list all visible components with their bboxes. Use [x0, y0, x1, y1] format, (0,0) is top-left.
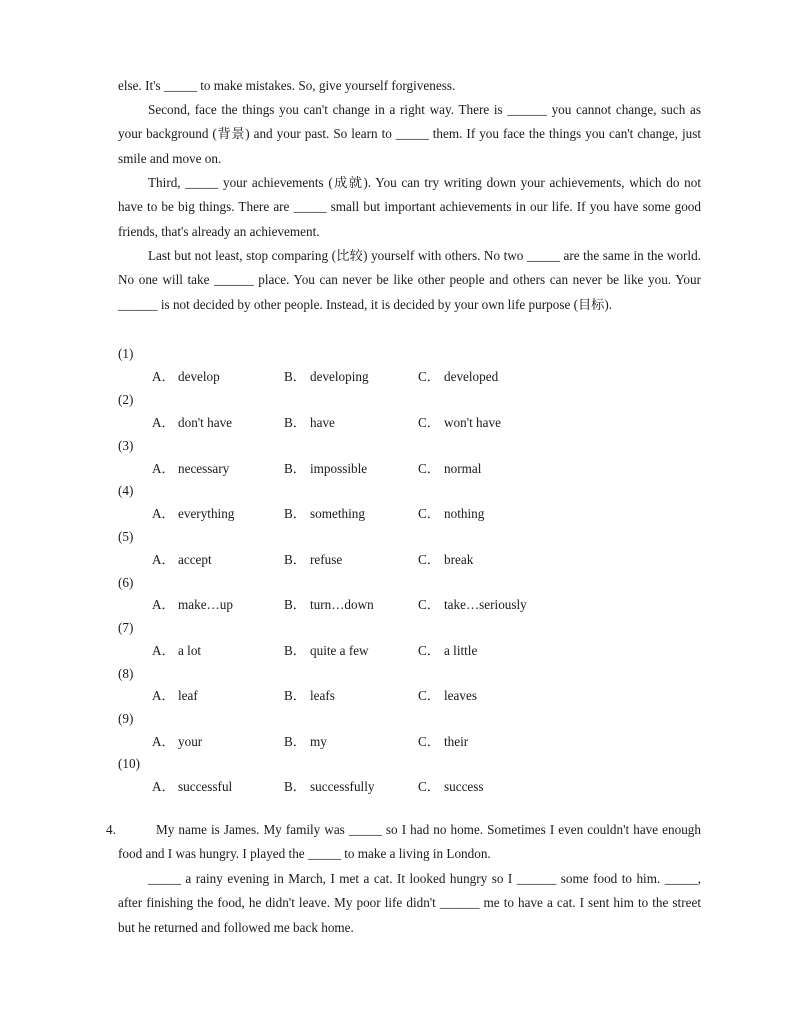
passage-paragraph-third: Third, _____ your achievements (成就). You can try writing down your achievements, which do not have to be big things. There are _____ small but important achievements in our life. If you have some good friends, that's already an achievement.	[118, 175, 701, 239]
option-a[interactable]	[152, 550, 212, 570]
option-text: accept	[178, 552, 212, 567]
question-number: (6)	[118, 575, 134, 590]
option-letter: A．	[152, 461, 175, 476]
option-text: leaf	[178, 688, 198, 703]
option-letter: B．	[284, 461, 306, 476]
option-letter: B．	[284, 415, 306, 430]
option-letter: A．	[152, 688, 175, 703]
option-letter: B．	[284, 597, 306, 612]
option-letter: C．	[418, 734, 440, 749]
option-text: nothing	[444, 506, 485, 521]
option-b[interactable]	[284, 641, 369, 661]
option-text: success	[444, 779, 484, 794]
passage4-paragraph-1: My name is James. My family was _____ so I had no home. Sometimes I even couldn't have enough food and I was hungry. I played the _____ to make a living in London.	[118, 822, 701, 862]
option-text: successful	[178, 779, 233, 794]
option-text: don't have	[178, 415, 233, 430]
option-text: your	[178, 734, 203, 749]
question-number: (1)	[118, 346, 134, 361]
option-b[interactable]	[284, 595, 374, 615]
option-letter: C．	[418, 415, 440, 430]
option-letter: C．	[418, 506, 440, 521]
option-text: normal	[444, 461, 482, 476]
option-letter: C．	[418, 597, 440, 612]
option-b[interactable]	[284, 777, 374, 797]
option-a[interactable]	[152, 595, 233, 615]
option-a[interactable]	[152, 367, 220, 387]
question-number: (9)	[118, 711, 134, 726]
option-b[interactable]	[284, 367, 369, 387]
option-b[interactable]	[284, 732, 327, 752]
passage-line-continuation: else. It's _____ to make mistakes. So, give yourself forgiveness.	[118, 78, 456, 93]
option-a[interactable]	[152, 641, 201, 661]
item-number: 4.	[106, 822, 116, 837]
option-c[interactable]	[418, 504, 484, 524]
option-text: won't have	[444, 415, 501, 430]
option-letter: C．	[418, 461, 440, 476]
option-letter: A．	[152, 643, 175, 658]
option-letter: C．	[418, 643, 440, 658]
option-letter: C．	[418, 688, 440, 703]
option-letter: B．	[284, 506, 306, 521]
option-letter: A．	[152, 734, 175, 749]
option-a[interactable]	[152, 459, 229, 479]
option-letter: A．	[152, 779, 175, 794]
option-c[interactable]	[418, 550, 473, 570]
option-letter: B．	[284, 734, 306, 749]
option-c[interactable]	[418, 367, 498, 387]
option-letter: C．	[418, 779, 440, 794]
option-text: impossible	[310, 461, 368, 476]
option-letter: A．	[152, 597, 175, 612]
option-text: break	[444, 552, 474, 567]
option-text: quite a few	[310, 643, 369, 658]
option-c[interactable]	[418, 732, 468, 752]
option-b[interactable]	[284, 550, 342, 570]
question-number: (2)	[118, 392, 134, 407]
passage-paragraph-last: Last but not least, stop comparing (比较) yourself with others. No two _____ are the same in the world. No one will take ______ place. You can never be like other people and others can never be like you. Your ______ is not decided by other people. Instead, it is decided by your own life purpose (目标).	[118, 248, 701, 312]
option-text: develop	[178, 369, 220, 384]
option-text: developing	[310, 369, 369, 384]
option-text: everything	[178, 506, 235, 521]
option-c[interactable]	[418, 595, 527, 615]
option-a[interactable]	[152, 777, 232, 797]
option-text: refuse	[310, 552, 343, 567]
option-c[interactable]	[418, 459, 481, 479]
option-letter: B．	[284, 779, 306, 794]
option-b[interactable]	[284, 686, 335, 706]
question-number: (10)	[118, 756, 140, 771]
option-text: necessary	[178, 461, 230, 476]
option-a[interactable]	[152, 732, 202, 752]
option-text: something	[310, 506, 365, 521]
option-text: their	[444, 734, 469, 749]
option-text: make…up	[178, 597, 233, 612]
question-number: (5)	[118, 529, 134, 544]
question-number: (4)	[118, 483, 134, 498]
option-a[interactable]	[152, 686, 198, 706]
question-number: (8)	[118, 666, 134, 681]
option-text: turn…down	[310, 597, 374, 612]
option-letter: A．	[152, 369, 175, 384]
option-letter: B．	[284, 688, 306, 703]
option-c[interactable]	[418, 413, 501, 433]
option-letter: B．	[284, 552, 306, 567]
passage-paragraph-second: Second, face the things you can't change in a right way. There is ______ you cannot change, such as your background (背景) and your past. So learn to _____ them. If you face the things you can't change, just smile and move on.	[118, 102, 701, 166]
option-letter: A．	[152, 506, 175, 521]
question-number: (7)	[118, 620, 134, 635]
option-letter: A．	[152, 415, 175, 430]
option-letter: C．	[418, 552, 440, 567]
option-c[interactable]	[418, 777, 484, 797]
option-b[interactable]	[284, 504, 365, 524]
option-text: my	[310, 734, 327, 749]
option-text: leafs	[310, 688, 335, 703]
passage4-paragraph-2: _____ a rainy evening in March, I met a cat. It looked hungry so I ______ some food to him. _____, after finishing the food, he didn't leave. My poor life didn't ______ me to have a cat. I sent him to the street but he returned and followed me back home.	[118, 871, 701, 935]
option-a[interactable]	[152, 504, 234, 524]
option-a[interactable]	[152, 413, 232, 433]
option-text: have	[310, 415, 335, 430]
option-letter: B．	[284, 643, 306, 658]
option-text: take…seriously	[444, 597, 527, 612]
option-letter: C．	[418, 369, 440, 384]
option-c[interactable]	[418, 686, 477, 706]
option-text: developed	[444, 369, 499, 384]
option-letter: A．	[152, 552, 175, 567]
question-number: (3)	[118, 438, 134, 453]
option-text: a lot	[178, 643, 202, 658]
option-b[interactable]	[284, 413, 335, 433]
option-b[interactable]	[284, 459, 367, 479]
option-c[interactable]	[418, 641, 477, 661]
option-text: leaves	[444, 688, 477, 703]
option-text: a little	[444, 643, 478, 658]
option-letter: B．	[284, 369, 306, 384]
option-text: successfully	[310, 779, 375, 794]
